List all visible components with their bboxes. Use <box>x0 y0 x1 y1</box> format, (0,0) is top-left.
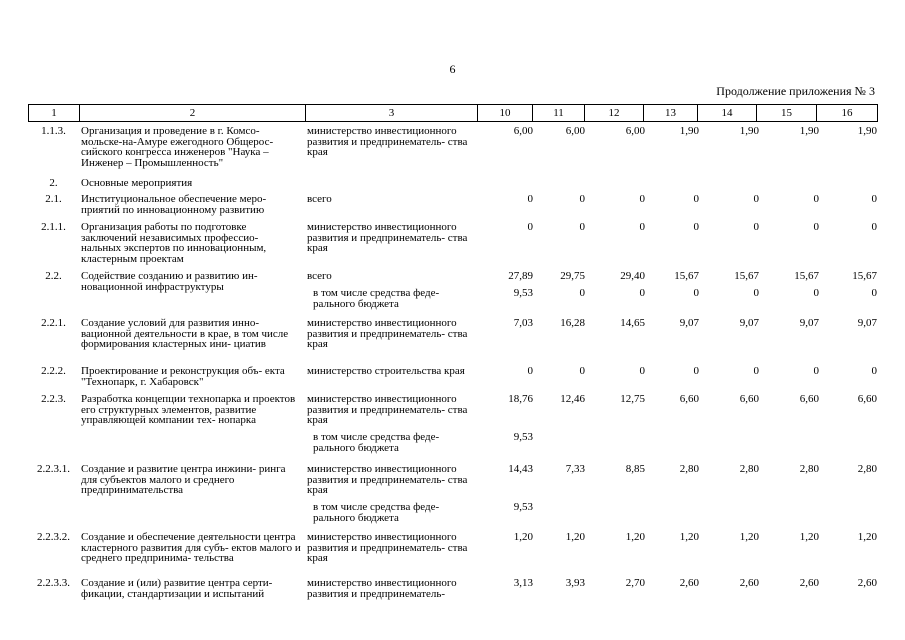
value-cell-col10: 0 <box>527 221 533 233</box>
value-cell-col16: 15,67 <box>852 270 877 282</box>
value-cell-col13: 0 <box>693 221 699 233</box>
value-cell-col15: 15,67 <box>794 270 819 282</box>
value-cell-col15: 1,20 <box>799 531 819 543</box>
value-cell-col16: 9,07 <box>857 317 877 329</box>
value-cell-col11: 6,00 <box>565 125 585 137</box>
value-cell-col11: 16,28 <box>560 317 585 329</box>
table-row <box>28 366 877 394</box>
row-executor: всего <box>307 270 332 282</box>
value-cell-col10: 9,53 <box>513 501 533 513</box>
value-cell-col16: 1,20 <box>857 531 877 543</box>
value-cell-col12: 2,70 <box>625 577 645 589</box>
value-cell-col14: 9,07 <box>739 317 759 329</box>
row-description: Основные мероприятия <box>81 177 193 189</box>
value-cell-col14: 0 <box>753 221 759 233</box>
page-number: 6 <box>449 62 456 76</box>
value-cell-col14: 1,90 <box>739 125 759 137</box>
column-header-table <box>28 104 878 122</box>
value-cell-col11: 7,33 <box>565 463 585 475</box>
value-cell-col16: 0 <box>871 365 877 377</box>
row-description: Институциональное обеспечение меро- приятий по инновационному развитию <box>81 193 267 216</box>
row-number: 2.2.3.3. <box>37 577 70 589</box>
table-row <box>28 222 877 271</box>
value-cell-col14: 2,60 <box>739 577 759 589</box>
table-row <box>28 178 877 194</box>
header-cell: 10 <box>478 105 533 122</box>
table-row <box>28 288 877 318</box>
value-cell-col11: 0 <box>579 287 585 299</box>
header-cell: 14 <box>698 105 757 122</box>
header-cell: 3 <box>306 105 478 122</box>
value-cell-col10: 14,43 <box>508 463 533 475</box>
value-cell-col11: 0 <box>579 365 585 377</box>
row-number: 2.2. <box>45 270 62 282</box>
value-cell-col10: 6,00 <box>513 125 533 137</box>
table-row <box>28 532 877 578</box>
value-cell-col12: 14,65 <box>620 317 645 329</box>
value-cell-col10: 1,20 <box>513 531 533 543</box>
row-description: Создание и (или) развитие центра серти- фикации, стандартизации и испытаний <box>81 577 273 600</box>
header-row <box>29 105 878 122</box>
row-executor: в том числе средства феде- рального бюджета <box>313 431 440 454</box>
value-cell-col10: 7,03 <box>513 317 533 329</box>
row-number: 1.1.3. <box>41 125 66 137</box>
row-executor: всего <box>307 193 332 205</box>
value-cell-col10: 9,53 <box>513 431 533 443</box>
value-cell-col12: 29,40 <box>620 270 645 282</box>
row-description: Организация и проведение в г. Комсо- мольске-на-Амуре ежегодного Общерос- сийского конгресса инженеров "Наука – Инженер – Промышленность" <box>81 125 274 169</box>
table-row <box>28 578 877 608</box>
row-number: 2. <box>49 177 58 189</box>
row-executor: в том числе средства феде- рального бюджета <box>313 501 440 524</box>
table-row <box>28 394 877 432</box>
value-cell-col13: 0 <box>693 287 699 299</box>
value-cell-col15: 9,07 <box>799 317 819 329</box>
value-cell-col11: 12,46 <box>560 393 585 405</box>
row-description: Создание и обеспечение деятельности центра кластерного развития для субъ- ектов малого и среднего предпринима- тельства <box>81 531 301 564</box>
table-row <box>28 194 877 222</box>
value-cell-col15: 0 <box>813 193 819 205</box>
value-cell-col12: 0 <box>639 193 645 205</box>
value-cell-col13: 1,90 <box>679 125 699 137</box>
value-cell-col13: 1,20 <box>679 531 699 543</box>
value-cell-col16: 2,60 <box>857 577 877 589</box>
value-cell-col13: 15,67 <box>674 270 699 282</box>
row-executor: министерство инвестиционного развития и предпринематель- ства края <box>307 463 468 496</box>
value-cell-col12: 0 <box>639 365 645 377</box>
value-cell-col14: 1,20 <box>739 531 759 543</box>
row-executor: министерство инвестиционного развития и предпринематель- <box>307 577 457 600</box>
value-cell-col14: 0 <box>753 193 759 205</box>
row-executor: министерство инвестиционного развития и предпринематель- ства края <box>307 317 468 350</box>
row-description: Содействие созданию и развитию ин- новационной инфраструктуры <box>81 270 258 293</box>
header-cell: 16 <box>817 105 878 122</box>
value-cell-col16: 0 <box>871 193 877 205</box>
table-row <box>28 502 877 532</box>
value-cell-col13: 6,60 <box>679 393 699 405</box>
row-number: 2.1. <box>45 193 62 205</box>
value-cell-col13: 9,07 <box>679 317 699 329</box>
row-description: Создание и развитие центра инжини- ринга для субъектов малого и среднего предпринимательства <box>81 463 286 496</box>
value-cell-col16: 6,60 <box>857 393 877 405</box>
value-cell-col13: 2,60 <box>679 577 699 589</box>
header-cell: 13 <box>644 105 698 122</box>
value-cell-col12: 0 <box>639 221 645 233</box>
value-cell-col13: 0 <box>693 193 699 205</box>
header-cell: 15 <box>757 105 817 122</box>
value-cell-col11: 0 <box>579 193 585 205</box>
row-executor: в том числе средства феде- рального бюджета <box>313 287 440 310</box>
value-cell-col12: 8,85 <box>625 463 645 475</box>
row-executor: министерство строительства края <box>307 365 465 377</box>
value-cell-col15: 2,80 <box>799 463 819 475</box>
value-cell-col10: 0 <box>527 193 533 205</box>
value-cell-col16: 0 <box>871 221 877 233</box>
row-number: 2.1.1. <box>41 221 66 233</box>
row-number: 2.2.1. <box>41 317 66 329</box>
row-description: Разработка концепции технопарка и проектов его структурных элементов, развитие управляющей компании тех- нопарка <box>81 393 296 426</box>
header-cell: 12 <box>585 105 644 122</box>
value-cell-col12: 1,20 <box>625 531 645 543</box>
table-row <box>28 432 877 464</box>
value-cell-col10: 0 <box>527 365 533 377</box>
row-description: Организация работы по подготовке заключений независимых профессио- нальных экспертов по инновационным, кластерным проектам <box>81 221 267 265</box>
value-cell-col13: 2,80 <box>679 463 699 475</box>
table-row <box>28 318 877 366</box>
value-cell-col12: 0 <box>639 287 645 299</box>
value-cell-col10: 18,76 <box>508 393 533 405</box>
continuation-note: Продолжение приложения № 3 <box>716 84 875 98</box>
row-number: 2.2.3.2. <box>37 531 70 543</box>
value-cell-col15: 0 <box>813 365 819 377</box>
value-cell-col10: 9,53 <box>513 287 533 299</box>
header-cell: 2 <box>80 105 306 122</box>
row-executor: министерство инвестиционного развития и предпринематель- ства края <box>307 221 468 254</box>
value-cell-col13: 0 <box>693 365 699 377</box>
row-description: Создание условий для развития инно- вационной деятельности в крае, в том числе формирования кластерных ини- циатив <box>81 317 289 350</box>
value-cell-col11: 3,93 <box>565 577 585 589</box>
value-cell-col14: 0 <box>753 287 759 299</box>
value-cell-col14: 2,80 <box>739 463 759 475</box>
value-cell-col11: 1,20 <box>565 531 585 543</box>
table-row <box>28 126 877 178</box>
row-number: 2.2.3. <box>41 393 66 405</box>
row-executor: министерство инвестиционного развития и предпринематель- ства края <box>307 393 468 426</box>
value-cell-col16: 0 <box>871 287 877 299</box>
value-cell-col14: 15,67 <box>734 270 759 282</box>
row-executor: министерство инвестиционного развития и предпринематель- ства края <box>307 531 468 564</box>
header-cell: 11 <box>533 105 585 122</box>
value-cell-col15: 1,90 <box>799 125 819 137</box>
value-cell-col11: 0 <box>579 221 585 233</box>
value-cell-col14: 6,60 <box>739 393 759 405</box>
value-cell-col12: 6,00 <box>625 125 645 137</box>
value-cell-col16: 2,80 <box>857 463 877 475</box>
value-cell-col15: 0 <box>813 287 819 299</box>
value-cell-col15: 2,60 <box>799 577 819 589</box>
value-cell-col10: 3,13 <box>513 577 533 589</box>
value-cell-col14: 0 <box>753 365 759 377</box>
row-executor: министерство инвестиционного развития и предпринематель- ства края <box>307 125 468 158</box>
header-cell: 1 <box>29 105 80 122</box>
value-cell-col16: 1,90 <box>857 125 877 137</box>
row-number: 2.2.2. <box>41 365 66 377</box>
value-cell-col15: 0 <box>813 221 819 233</box>
table-row <box>28 464 877 502</box>
value-cell-col15: 6,60 <box>799 393 819 405</box>
value-cell-col11: 29,75 <box>560 270 585 282</box>
row-number: 2.2.3.1. <box>37 463 70 475</box>
row-description: Проектирование и реконструкция объ- екта "Технопарк, г. Хабаровск" <box>81 365 285 388</box>
value-cell-col10: 27,89 <box>508 270 533 282</box>
value-cell-col12: 12,75 <box>620 393 645 405</box>
